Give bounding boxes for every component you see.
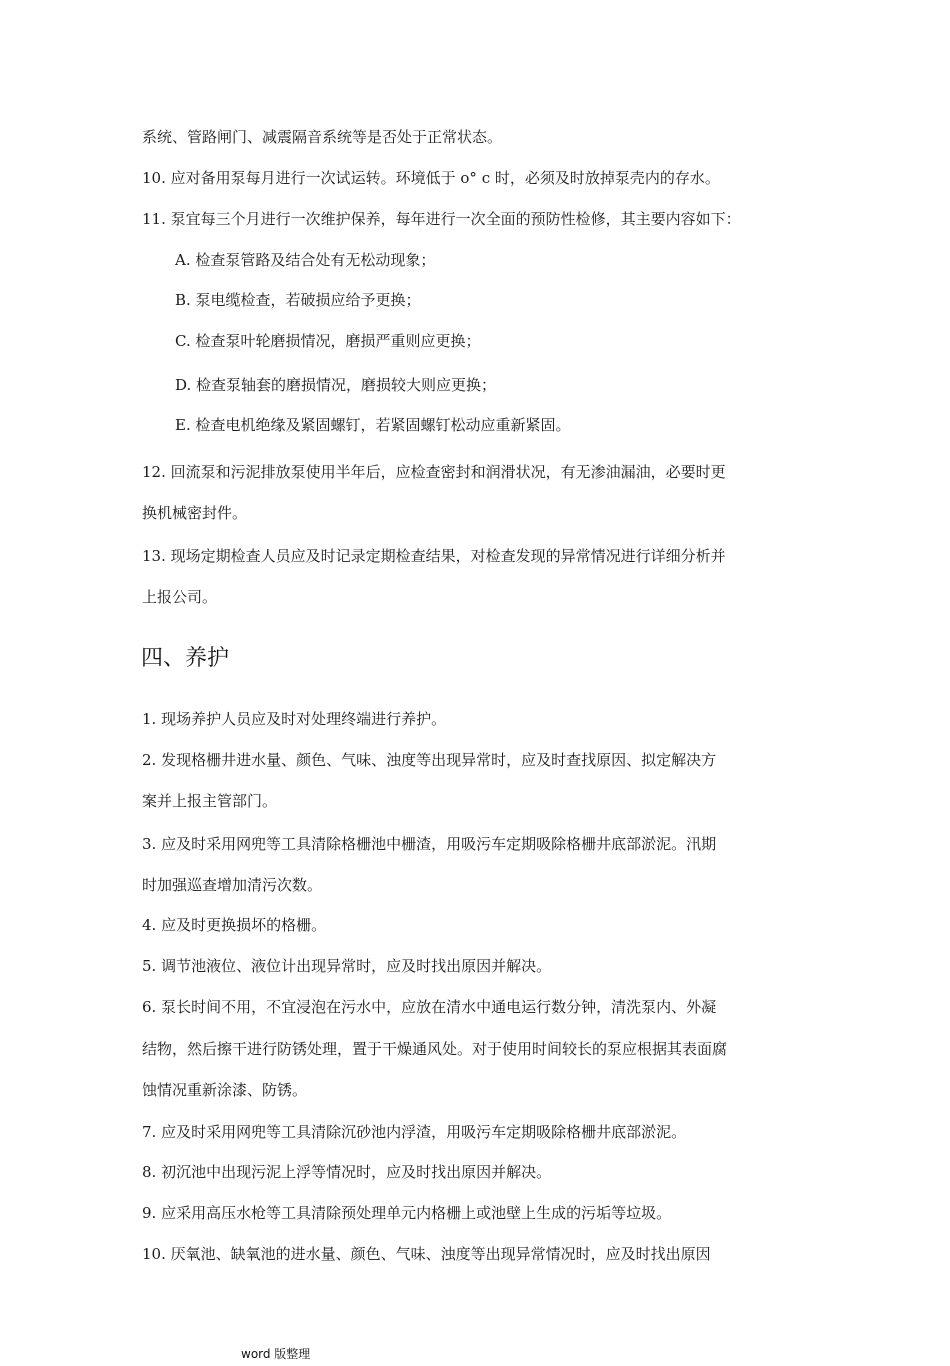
list-item: 6. 泵长时间不用，不宜浸泡在污水中，应放在清水中通电运行数分钟，清洗泵内、外凝 (142, 998, 717, 1016)
list-item: 12. 回流泵和污泥排放泵使用半年后，应检查密封和润滑状况，有无渗油漏油，必要时更 (142, 463, 726, 481)
text-line: 上报公司。 (142, 588, 218, 606)
text-line: 结物，然后擦干进行防锈处理，置于干燥通风处。对于使用时间较长的泵应根据其表面腐 (142, 1040, 728, 1058)
list-item: 2. 发现格栅井进水量、颜色、气味、浊度等出现异常时，应及时查找原因、拟定解决方 (142, 751, 717, 769)
list-item: 4. 应及时更换损坏的格栅。 (142, 916, 327, 934)
list-item: 11. 泵宜每三个月进行一次维护保养，每年进行一次全面的预防性检修，其主要内容如下： (142, 210, 741, 228)
sub-list-item: D. 检查泵轴套的磨损情况，磨损较大则应更换； (175, 376, 497, 394)
text-line: 案并上报主管部门。 (142, 792, 278, 810)
sub-list-item: B. 泵电缆检查，若破损应给予更换； (175, 291, 421, 309)
list-item: 5. 调节池液位、液位计出现异常时，应及时找出原因并解决。 (142, 957, 552, 975)
section-heading: 四、养护 (141, 646, 230, 671)
list-item: 10. 应对备用泵每月进行一次试运转。环境低于 o° c 时，必须及时放掉泵壳内的存水。 (142, 169, 720, 187)
sub-list-item: E. 检查电机绝缘及紧固螺钉，若紧固螺钉松动应重新紧固。 (175, 416, 571, 434)
list-item: 13. 现场定期检查人员应及时记录定期检查结果，对检查发现的异常情况进行详细分析并 (142, 547, 726, 565)
list-item: 3. 应及时采用网兜等工具清除格栅池中栅渣，用吸污车定期吸除格栅井底部淤泥。汛期 (142, 835, 717, 853)
list-item: 9. 应采用高压水枪等工具清除预处理单元内格栅上或池壁上生成的污垢等垃圾。 (142, 1204, 672, 1222)
list-item: 7. 应及时采用网兜等工具清除沉砂池内浮渣，用吸污车定期吸除格栅井底部淤泥。 (142, 1123, 687, 1141)
sub-list-item: C. 检查泵叶轮磨损情况，磨损严重则应更换； (175, 332, 481, 350)
list-item: 10. 厌氧池、缺氧池的进水量、颜色、气味、浊度等出现异常情况时，应及时找出原因 (142, 1245, 711, 1263)
list-item: 8. 初沉池中出现污泥上浮等情况时，应及时找出原因并解决。 (142, 1163, 552, 1181)
page-footer: word 版整理 (241, 1347, 311, 1361)
text-line: 系统、管路闸门、减震隔音系统等是否处于正常状态。 (142, 128, 503, 146)
list-item: 1. 现场养护人员应及时对处理终端进行养护。 (142, 710, 447, 728)
text-line: 换机械密封件。 (142, 504, 248, 522)
sub-list-item: A. 检查泵管路及结合处有无松动现象； (175, 251, 436, 269)
text-line: 蚀情况重新涂漆、防锈。 (142, 1081, 308, 1099)
text-line: 时加强巡查增加清污次数。 (142, 876, 323, 894)
